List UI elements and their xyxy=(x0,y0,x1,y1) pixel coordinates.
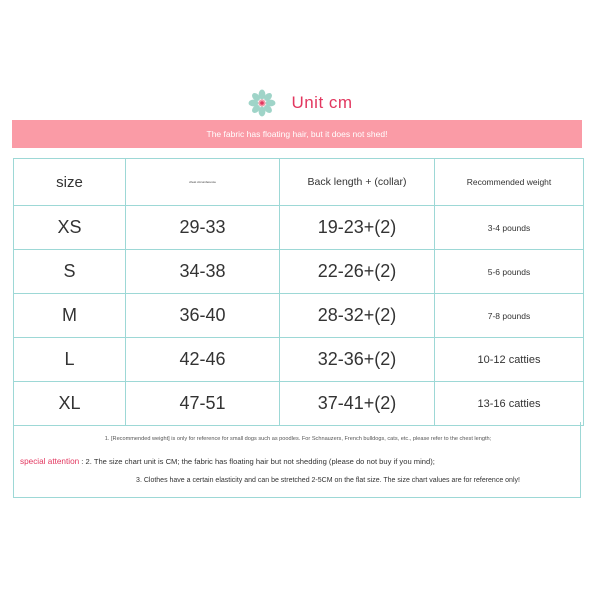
fabric-banner xyxy=(12,120,582,148)
weight-cell: 3-4 pounds xyxy=(435,206,584,250)
chest-cell: 34-38 xyxy=(126,250,280,294)
table-row xyxy=(14,382,584,426)
table-row xyxy=(14,338,584,382)
note-line-2 xyxy=(20,457,435,466)
table-row xyxy=(14,294,584,338)
header-row xyxy=(14,159,584,206)
notes-box xyxy=(13,422,581,498)
size-cell: S xyxy=(14,250,126,294)
back-cell: 37-41+(2) xyxy=(280,382,435,426)
title-row xyxy=(0,88,600,118)
note-line-2-text: : 2. The size chart unit is CM; the fabric has floating hair but not shedding (please do not buy if you mind); xyxy=(81,457,435,466)
chest-cell: 47-51 xyxy=(126,382,280,426)
weight-cell: 7-8 pounds xyxy=(435,294,584,338)
weight-cell: 13-16 catties xyxy=(435,382,584,426)
size-cell: L xyxy=(14,338,126,382)
weight-cell: 5-6 pounds xyxy=(435,250,584,294)
size-chart-table xyxy=(13,158,584,426)
note-line-3: 3. Clothes have a certain elasticity and can be stretched 2-5CM on the flat size. The size chart values are for reference only! xyxy=(136,477,520,484)
back-cell: 22-26+(2) xyxy=(280,250,435,294)
banner-text: The fabric has floating hair, but it does not shed! xyxy=(206,129,388,139)
header-weight: Recommended weight xyxy=(435,159,584,206)
note-line-1: 1. [Recommended weight] is only for reference for small dogs such as poodles. For Schnauzers, French bulldogs, cats, etc., please refer to the chest length; xyxy=(104,436,492,442)
chest-cell: 29-33 xyxy=(126,206,280,250)
weight-cell: 10-12 catties xyxy=(435,338,584,382)
special-attention-label: special attention xyxy=(20,457,80,466)
flower-icon xyxy=(247,88,277,118)
chest-cell: 36-40 xyxy=(126,294,280,338)
size-cell: XS xyxy=(14,206,126,250)
table-row xyxy=(14,206,584,250)
back-cell: 19-23+(2) xyxy=(280,206,435,250)
chest-cell: 42-46 xyxy=(126,338,280,382)
header-size: size xyxy=(14,159,126,206)
back-cell: 28-32+(2) xyxy=(280,294,435,338)
back-cell: 32-36+(2) xyxy=(280,338,435,382)
size-cell: XL xyxy=(14,382,126,426)
header-chest: chest circumference xyxy=(126,159,280,206)
size-cell: M xyxy=(14,294,126,338)
unit-label: Unit cm xyxy=(291,93,353,112)
table-row xyxy=(14,250,584,294)
header-back-length: Back length + (collar) xyxy=(280,159,435,206)
